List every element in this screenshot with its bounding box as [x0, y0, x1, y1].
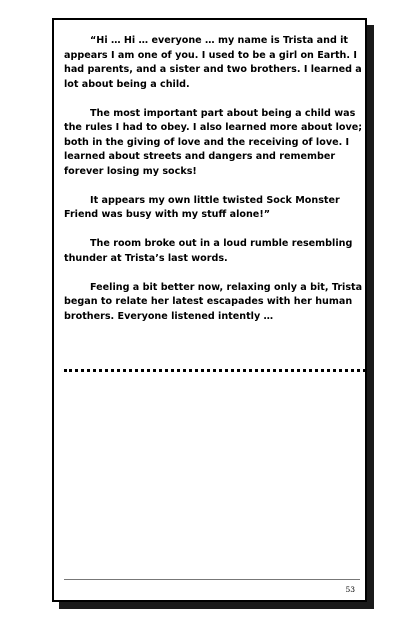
- paragraph-3: It appears my own little twisted Sock Monster Friend was busy with my stuff alone!”: [64, 194, 340, 220]
- paragraph-4: The room broke out in a loud rumble resembling thunder at Trista’s last words.: [64, 238, 353, 264]
- paragraph-5: Feeling a bit better now, relaxing only a bit, Trista began to relate her latest escapades with her human brothers. Everyone listened intently …: [64, 281, 363, 322]
- paragraph-2: The most important part about being a child was the rules I had to obey. I also learned more about love; both in the giving of love and the receiving of love. I learned about streets and dangers and remember forever losing my socks!: [64, 107, 363, 177]
- book-page: [52, 18, 367, 602]
- footer-rule: [64, 579, 360, 580]
- paragraph-1: “Hi … Hi … everyone … my name is Trista and it appears I am one of you. I used to be a girl on Earth. I had parents, and a sister and two brothers. I learned a lot about being a child.: [64, 35, 362, 90]
- story-text: [64, 34, 364, 324]
- page-number: 53: [345, 585, 355, 594]
- section-divider: [64, 369, 366, 372]
